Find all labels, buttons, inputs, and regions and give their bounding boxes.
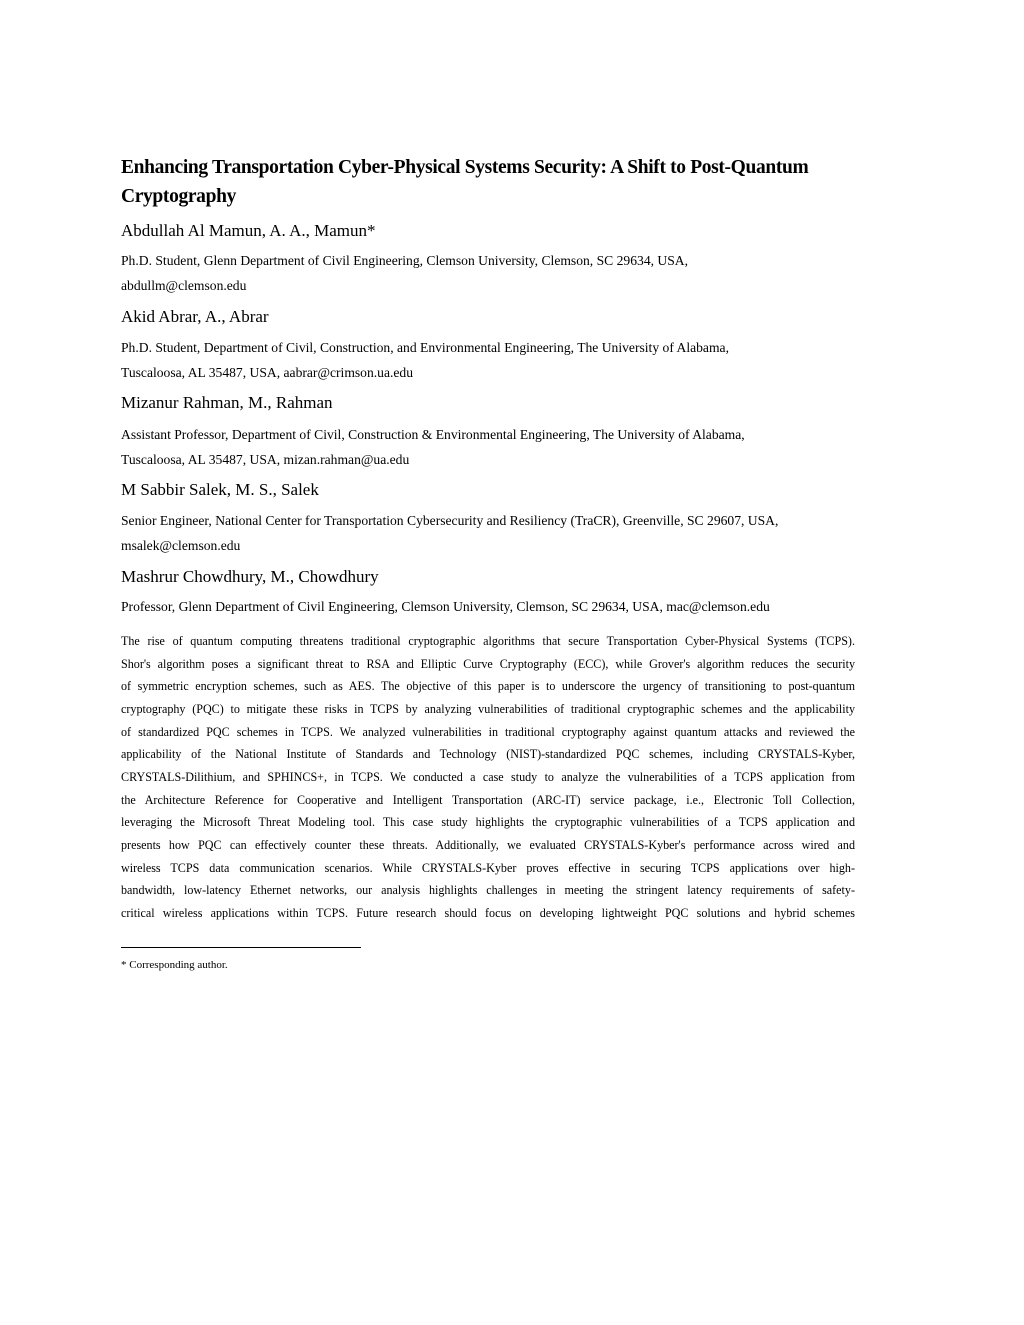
affiliation-line: msalek@clemson.edu: [121, 538, 241, 553]
author-affiliation: [121, 508, 855, 558]
abstract: [121, 630, 855, 925]
author-name: Akid Abrar, A., Abrar: [121, 307, 269, 326]
affiliation-line: Assistant Professor, Department of Civil, Construction & Environmental Engineering, The University of Alabama,: [121, 427, 745, 442]
abstract-line: cryptography (PQC) to mitigate these risks in TCPS by analyzing vulnerabilities of traditional cryptographic schemes and the applicability: [121, 701, 855, 716]
abstract-line: wireless TCPS data communication scenarios. While CRYSTALS-Kyber proves effective in securing TCPS applications over high-: [121, 860, 855, 875]
abstract-line: Shor's algorithm poses a significant threat to RSA and Elliptic Curve Cryptography (ECC), while Grover's algorithm reduces the security: [121, 656, 855, 671]
author-affiliation: [121, 335, 855, 385]
affiliation-line: Tuscaloosa, AL 35487, USA, mizan.rahman@ua.edu: [121, 452, 410, 467]
paper-title: Enhancing Transportation Cyber-Physical Systems Security: A Shift to Post-Quantum Cryptography: [121, 157, 809, 207]
affiliation-line: Professor, Glenn Department of Civil Engineering, Clemson University, Clemson, SC 29634, USA, mac@clemson.edu: [121, 599, 770, 614]
affiliation-line: Tuscaloosa, AL 35487, USA, aabrar@crimson.ua.edu: [121, 365, 414, 380]
abstract-line: of standardized PQC schemes in TCPS. We analyzed vulnerabilities in traditional cryptography against quantum attacks and reviewed the: [121, 724, 855, 739]
affiliation-line: abdullm@clemson.edu: [121, 278, 247, 293]
affiliation-line: Senior Engineer, National Center for Transportation Cybersecurity and Resiliency (TraCR), Greenville, SC 29607, USA,: [121, 513, 779, 528]
abstract-line: leveraging the Microsoft Threat Modeling tool. This case study highlights the cryptographic vulnerabilities of a TCPS application and: [121, 815, 855, 830]
abstract-line: bandwidth, low-latency Ethernet networks, our analysis highlights challenges in meeting the stringent latency requirements of safety-: [121, 883, 855, 898]
footnote-divider: [121, 947, 361, 948]
abstract-line: applicability of the National Institute of Standards and Technology (NIST)-standardized PQC schemes, including CRYSTALS-Kyber,: [121, 747, 855, 762]
author-name: Abdullah Al Mamun, A. A., Mamun*: [121, 221, 376, 240]
author-name: M Sabbir Salek, M. S., Salek: [121, 480, 319, 499]
affiliation-line: Ph.D. Student, Department of Civil, Construction, and Environmental Engineering, The University of Alabama,: [121, 340, 729, 355]
abstract-line: the Architecture Reference for Cooperative and Intelligent Transportation (ARC-IT) service package, i.e., Electronic Toll Collection,: [121, 792, 855, 807]
author-name: Mizanur Rahman, M., Rahman: [121, 393, 333, 412]
abstract-line: The rise of quantum computing threatens traditional cryptographic algorithms that secure Transportation Cyber-Physical Systems (TCPS).: [121, 634, 855, 648]
footnote: * Corresponding author.: [121, 959, 228, 971]
abstract-line: CRYSTALS-Dilithium, and SPHINCS+, in TCPS. We conducted a case study to analyze the vulnerabilities of a TCPS application from: [121, 769, 855, 784]
abstract-line: presents how PQC can effectively counter these threats. Additionally, we evaluated CRYSTALS-Kyber's performance across wired and: [121, 837, 855, 852]
author-affiliation: [121, 594, 855, 619]
affiliation-line: Ph.D. Student, Glenn Department of Civil Engineering, Clemson University, Clemson, SC 29634, USA,: [121, 253, 689, 268]
author-name: Mashrur Chowdhury, M., Chowdhury: [121, 567, 379, 586]
author-affiliation: [121, 422, 855, 472]
author-affiliation: [121, 248, 855, 298]
abstract-line: of symmetric encryption schemes, such as AES. The objective of this paper is to underscore the urgency of transitioning to post-quantum: [121, 679, 855, 694]
abstract-line: critical wireless applications within TCPS. Future research should focus on developing lightweight PQC solutions and hybrid schemes: [121, 905, 855, 920]
